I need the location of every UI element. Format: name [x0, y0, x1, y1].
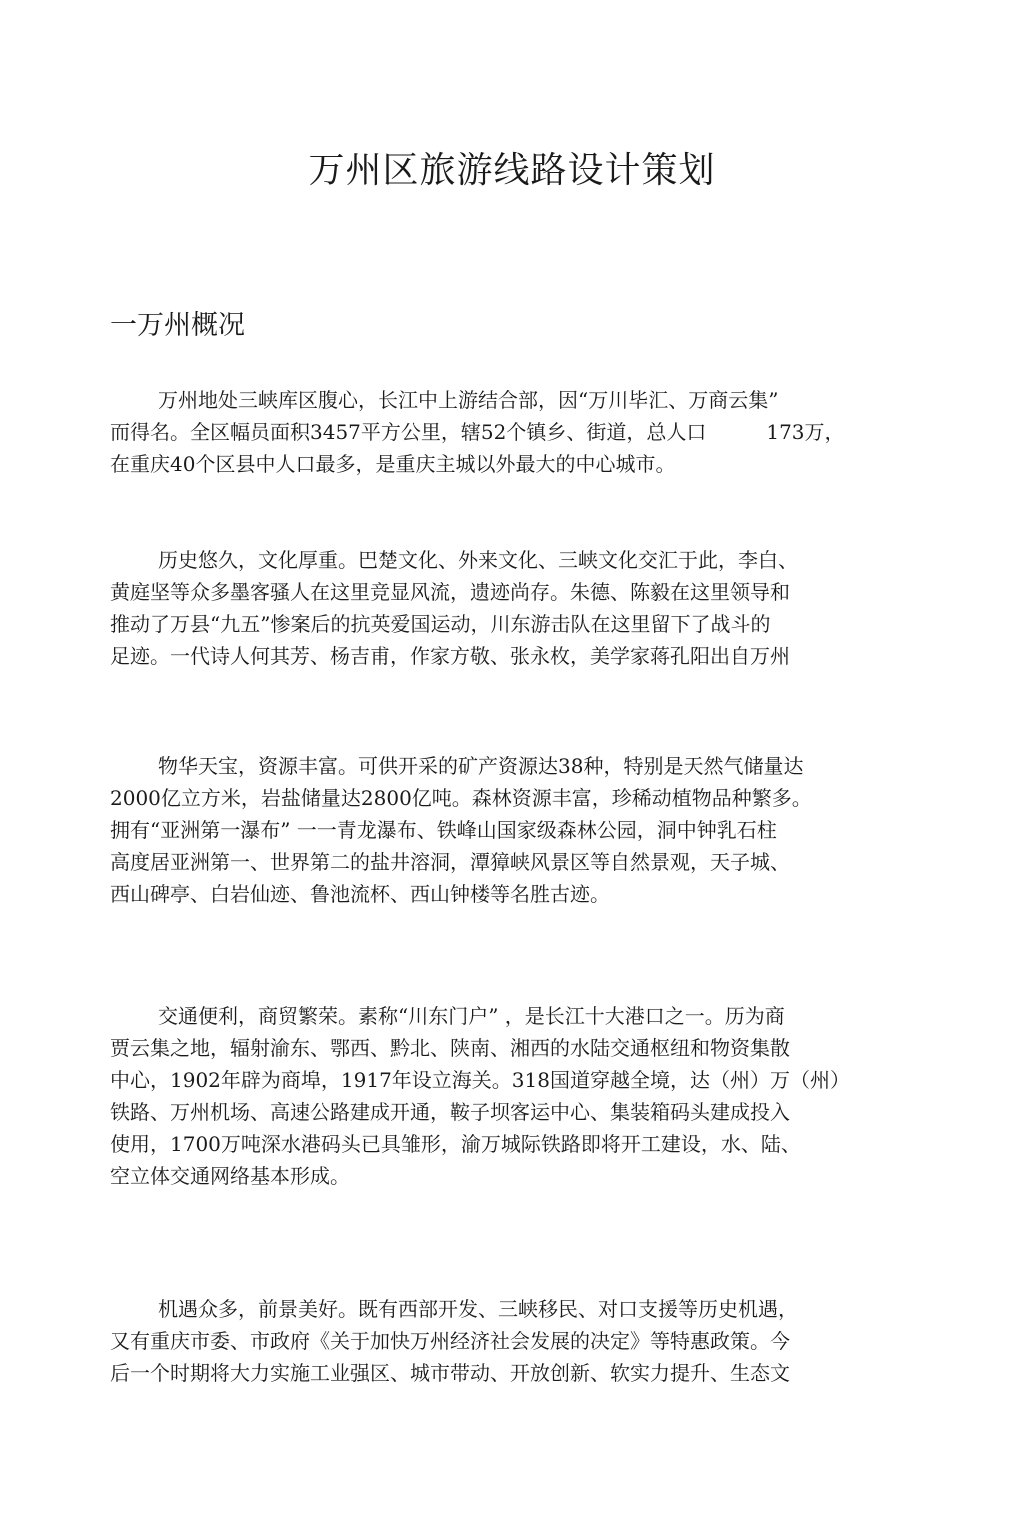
paragraph-line: 西山碑亭、白岩仙迹、鲁池流杯、西山钟楼等名胜古迹。: [110, 882, 610, 906]
paragraph-line-text: 而得名。全区幅员面积3457平方公里，辖52个镇乡、街道，总人口: [110, 420, 707, 444]
paragraph-line: 交通便利，商贸繁荣。素称“川东门户” ，是长江十大港口之一。历为商: [158, 1004, 785, 1028]
paragraph-line: 铁路、万州机场、高速公路建成开通，鞍子坝客运中心、集装箱码头建成投入: [110, 1100, 790, 1124]
paragraph-line: 万州地处三峡库区腹心，长江中上游结合部，因“万川毕汇、万商云集”: [158, 388, 779, 412]
paragraph-line: 又有重庆市委、市政府《关于加快万州经济社会发展的决定》等特惠政策。今: [110, 1329, 790, 1353]
paragraph-line: 2000亿立方米，岩盐储量达2800亿吨。森林资源丰富，珍稀动植物品种繁多。: [110, 786, 812, 810]
paragraph-overview: [110, 384, 900, 480]
paragraph-line: 贾云集之地，辐射渝东、鄂西、黔北、陕南、湘西的水陆交通枢纽和物资集散: [110, 1036, 790, 1060]
paragraph-line: 推动了万县“九五”惨案后的抗英爱国运动，川东游击队在这里留下了战斗的: [110, 612, 771, 636]
paragraph-line: 足迹。一代诗人何其芳、杨吉甫，作家方敬、张永枚，美学家蒋孔阳出自万州: [110, 644, 790, 668]
paragraph-line: [110, 416, 900, 448]
paragraph-line: 黄庭坚等众多墨客骚人在这里竞显风流，遗迹尚存。朱德、陈毅在这里领导和: [110, 580, 790, 604]
paragraph-transport: [110, 1000, 900, 1192]
document-title: 万州区旅游线路设计策划: [308, 150, 716, 191]
paragraph-line: 空立体交通网络基本形成。: [110, 1164, 350, 1188]
paragraph-line: 使用，1700万吨深水港码头已具雏形，渝万城际铁路即将开工建设，水、陆、: [110, 1132, 801, 1156]
population-value: 173万，: [766, 420, 845, 444]
paragraph-line: 高度居亚洲第一、世界第二的盐井溶洞，潭獐峡风景区等自然景观，天子城、: [110, 850, 790, 874]
paragraph-line: 历史悠久，文化厚重。巴楚文化、外来文化、三峡文化交汇于此，李白、: [158, 548, 798, 572]
paragraph-line: 机遇众多，前景美好。既有西部开发、三峡移民、对口支援等历史机遇，: [158, 1297, 798, 1321]
paragraph-line: 在重庆40个区县中人口最多，是重庆主城以外最大的中心城市。: [110, 452, 676, 476]
paragraph-line: 拥有“亚洲第一瀑布” 一一青龙瀑布、铁峰山国家级森林公园，洞中钟乳石柱: [110, 818, 777, 842]
paragraph-line: 中心，1902年辟为商埠，1917年设立海关。318国道穿越全境，达（州）万（州）: [110, 1068, 850, 1092]
section-heading: 一万州概况: [110, 310, 245, 341]
paragraph-line: 后一个时期将大力实施工业强区、城市带动、开放创新、软实力提升、生态文: [110, 1361, 790, 1385]
paragraph-opportunities: [110, 1293, 900, 1389]
paragraph-line: 物华天宝，资源丰富。可供开采的矿产资源达38种，特别是天然气储量达: [158, 754, 804, 778]
paragraph-history: [110, 544, 900, 672]
paragraph-resources: [110, 750, 900, 910]
